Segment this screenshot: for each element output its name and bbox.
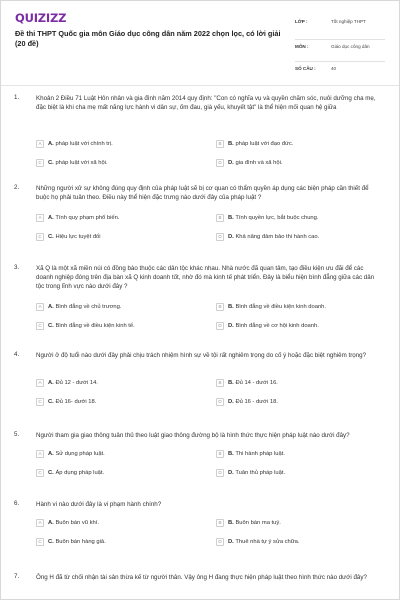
- option-text: [48, 520, 99, 526]
- option-key: C.: [48, 322, 54, 329]
- option-key: A.: [48, 140, 54, 147]
- question-text: Xã Q là một xã miền núi có đồng bào thuộc các dân tộc khác nhau. Nhà nước đã quan tâm, tạo điều kiện ưu đãi để các doanh nghiệp đóng trên địa bàn xã Q kinh doanh tốt, nhờ đó mà kinh tế phát triển. Đây là biểu hiện bình đẳng giữa các dân tộc trong lĩnh vực nào dưới đây ?: [36, 265, 375, 290]
- option-key: A.: [48, 303, 54, 310]
- option-text: [48, 215, 119, 221]
- option-b[interactable]: [216, 213, 361, 222]
- option-badge: C: [36, 233, 44, 241]
- option-label: pháp luật với đạo đức.: [235, 140, 294, 147]
- option-label: pháp luật với chính trị.: [55, 140, 113, 147]
- option-text: [228, 539, 300, 545]
- option-label: Bình đẳng về chủ trương.: [55, 303, 122, 310]
- meta-label: LỚP :: [295, 19, 308, 24]
- option-label: Tính quyền lực, bắt buộc chung.: [235, 214, 319, 221]
- option-label: Hiệu lực tuyệt đối: [55, 233, 101, 240]
- option-key: C.: [48, 233, 54, 240]
- option-key: A.: [48, 379, 54, 386]
- meta-row-count: [295, 62, 385, 77]
- option-b[interactable]: [216, 139, 361, 148]
- option-a[interactable]: [36, 213, 181, 222]
- option-d[interactable]: [216, 537, 361, 546]
- question-number: 6.: [14, 500, 20, 507]
- option-label: gia đình và xã hội.: [235, 159, 283, 166]
- option-label: Thuê nhà tự ý sửa chữa.: [235, 538, 300, 545]
- option-badge: A: [36, 379, 44, 387]
- option-badge: A: [36, 214, 44, 222]
- option-text: [228, 399, 278, 405]
- question-number: 2.: [14, 184, 20, 191]
- option-text: [48, 160, 108, 166]
- option-label: Buôn bán hàng giả.: [55, 538, 106, 545]
- option-d[interactable]: [216, 321, 361, 330]
- option-badge: D: [216, 469, 224, 477]
- option-d[interactable]: [216, 232, 361, 241]
- option-a[interactable]: [36, 518, 181, 527]
- option-label: Buôn bán vũ khí.: [55, 519, 99, 526]
- option-key: A.: [48, 214, 54, 221]
- option-text: [48, 304, 121, 310]
- option-b[interactable]: [216, 378, 361, 387]
- meta-value: Tốt nghiệp THPT: [331, 19, 366, 24]
- option-text: [48, 451, 105, 457]
- option-text: [228, 451, 285, 457]
- option-badge: D: [216, 322, 224, 330]
- option-badge: C: [36, 398, 44, 406]
- option-b[interactable]: [216, 518, 361, 527]
- question-number: 3.: [14, 264, 20, 271]
- option-text: [48, 380, 98, 386]
- option-badge: A: [36, 519, 44, 527]
- question-text: Những người xử sự không đúng quy định của pháp luật sẽ bị cơ quan có thẩm quyền áp dụng các biện pháp cần thiết để buộc họ phải tuân theo. Điều này thể hiện đặc trưng nào dưới đây của pháp luật ?: [36, 185, 369, 201]
- option-key: D.: [228, 398, 234, 405]
- option-text: [48, 539, 106, 545]
- option-text: [48, 399, 96, 405]
- option-key: A.: [48, 450, 54, 457]
- option-label: Đủ 16- dưới 18.: [55, 398, 97, 405]
- option-label: Buôn bán ma tuý.: [235, 519, 281, 526]
- option-d[interactable]: [216, 397, 361, 406]
- option-key: D.: [228, 469, 234, 476]
- option-key: B.: [228, 140, 234, 147]
- option-badge: B: [216, 379, 224, 387]
- option-badge: D: [216, 398, 224, 406]
- option-text: [228, 380, 278, 386]
- option-text: [228, 470, 285, 476]
- option-badge: B: [216, 519, 224, 527]
- option-label: Sử dụng pháp luật.: [55, 450, 105, 457]
- option-text: [228, 234, 319, 240]
- meta-label: SỐ CÂU :: [295, 66, 316, 71]
- option-badge: D: [216, 233, 224, 241]
- option-badge: B: [216, 450, 224, 458]
- option-badge: D: [216, 538, 224, 546]
- option-key: B.: [228, 519, 234, 526]
- option-badge: A: [36, 450, 44, 458]
- option-b[interactable]: [216, 302, 361, 311]
- question-text: Khoản 2 Điều 71 Luật Hôn nhân và gia đình năm 2014 quy định: "Con có nghĩa vụ và quyền chăm sóc, nuôi dưỡng cha mẹ, đặc biệt là khi cha mẹ mất năng lực hành vi dân sự, ốm đau, già yếu, khuyết tật" là thể hiện mối quan hệ giữa: [36, 95, 376, 111]
- option-key: D.: [228, 233, 234, 240]
- worksheet-meta: [295, 15, 385, 85]
- option-badge: A: [36, 303, 44, 311]
- question-text: Hành vi nào dưới đây là vi phạm hành chính?: [36, 501, 162, 508]
- meta-row-subject: [295, 40, 385, 62]
- option-label: Tính quy phạm phổ biến.: [55, 214, 120, 221]
- question-text: Người tham gia giao thông tuân thủ theo luật giao thông đường bộ là hình thức thực hiện pháp luật nào dưới đây?: [36, 432, 350, 439]
- option-badge: D: [216, 159, 224, 167]
- option-a[interactable]: [36, 378, 181, 387]
- option-badge: B: [216, 303, 224, 311]
- question-text: Ông H đã từ chối nhận tài sản thừa kế từ người thân. Vậy ông H đang thực hiện pháp luật theo hình thức nào dưới đây?: [36, 574, 367, 581]
- question-number: 5.: [14, 431, 20, 438]
- option-text: [48, 470, 104, 476]
- option-d[interactable]: [216, 468, 361, 477]
- option-text: [228, 141, 293, 147]
- option-c[interactable]: [36, 397, 181, 406]
- option-a[interactable]: [36, 449, 181, 458]
- option-key: C.: [48, 159, 54, 166]
- question-text: Người ở độ tuổi nào dưới đây phải chịu trách nhiệm hình sự về tội rất nghiêm trọng do cố ý hoặc đặc biệt nghiêm trọng?: [36, 352, 367, 359]
- option-c[interactable]: [36, 232, 181, 241]
- option-badge: A: [36, 140, 44, 148]
- option-label: Bình đẳng về cơ hội kinh doanh.: [235, 322, 319, 329]
- option-key: C.: [48, 469, 54, 476]
- option-key: D.: [228, 159, 234, 166]
- option-key: B.: [228, 379, 234, 386]
- option-key: D.: [228, 538, 234, 545]
- option-key: D.: [228, 322, 234, 329]
- option-label: Áp dụng pháp luật.: [55, 469, 105, 476]
- meta-value: Giáo dục công dân: [331, 44, 370, 49]
- option-c[interactable]: [36, 321, 181, 330]
- option-text: [48, 323, 135, 329]
- option-label: Khả năng đảm bảo thi hành cao.: [235, 233, 320, 240]
- question-number: 4.: [14, 351, 20, 358]
- option-badge: C: [36, 538, 44, 546]
- option-text: [228, 520, 281, 526]
- option-badge: C: [36, 322, 44, 330]
- header-divider: [1, 85, 399, 86]
- option-text: [48, 141, 113, 147]
- option-c[interactable]: [36, 537, 181, 546]
- option-key: B.: [228, 303, 234, 310]
- option-badge: C: [36, 469, 44, 477]
- option-text: [48, 234, 101, 240]
- option-badge: C: [36, 159, 44, 167]
- option-c[interactable]: [36, 468, 181, 477]
- option-a[interactable]: [36, 139, 181, 148]
- option-key: C.: [48, 538, 54, 545]
- option-key: B.: [228, 450, 234, 457]
- option-badge: B: [216, 214, 224, 222]
- header-left: [15, 11, 295, 85]
- meta-label: MÔN :: [295, 44, 309, 49]
- option-label: Thi hành pháp luật.: [235, 450, 285, 457]
- option-label: Bình đẳng về điều kiện kinh tế.: [55, 322, 135, 329]
- option-label: Đủ 12 - dưới 14.: [55, 379, 98, 386]
- option-text: [228, 323, 319, 329]
- meta-value: 40: [331, 66, 337, 71]
- option-c[interactable]: [36, 158, 181, 167]
- option-label: Tuân thủ pháp luật.: [235, 469, 286, 476]
- question-number: 7.: [14, 573, 20, 580]
- meta-row-class: [295, 15, 385, 40]
- worksheet-header: [1, 1, 399, 85]
- option-d[interactable]: [216, 158, 361, 167]
- option-badge: B: [216, 140, 224, 148]
- option-label: Đủ 16 - dưới 18.: [235, 398, 278, 405]
- option-b[interactable]: [216, 449, 361, 458]
- worksheet-title: Đề thi THPT Quốc gia môn Giáo dục công dân năm 2022 chọn lọc, có lời giải (20 đề): [15, 29, 281, 48]
- option-label: pháp luật với xã hội.: [55, 159, 108, 166]
- option-text: [228, 304, 326, 310]
- option-label: Đủ 14 - dưới 16.: [235, 379, 278, 386]
- quizizz-logo: QUIZIZZ: [15, 11, 67, 25]
- option-label: Bình đẳng về điều kiện kinh doanh.: [235, 303, 327, 310]
- option-key: B.: [228, 214, 234, 221]
- question-number: 1.: [14, 94, 20, 101]
- option-text: [228, 160, 283, 166]
- option-text: [228, 215, 319, 221]
- option-key: C.: [48, 398, 54, 405]
- option-a[interactable]: [36, 302, 181, 311]
- option-key: A.: [48, 519, 54, 526]
